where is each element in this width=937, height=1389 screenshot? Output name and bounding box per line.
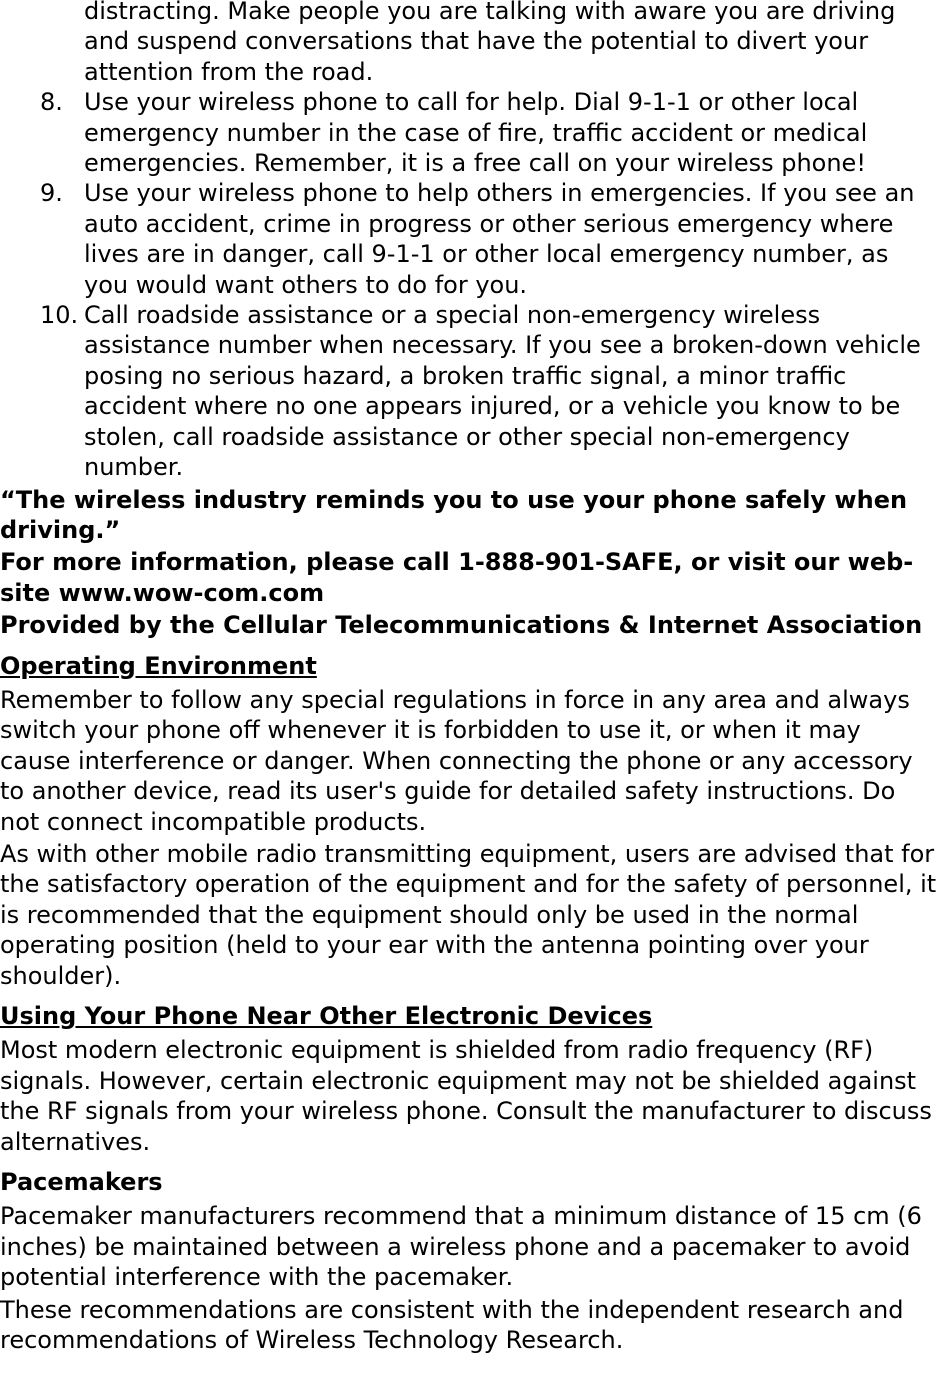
operating-environment-paragraph: As with other mobile radio transmitting equipment, users are advised that for the satisfactory operation of the equipment and for the safety of personnel, it is recommended that the equipment should only be used in the normal operating position (held to your ear with the antenna pointing over your shoulder).: [0, 839, 937, 990]
electronic-devices-paragraph: Most modern electronic equipment is shielded from radio frequency (RF) signals. However, certain electronic equipment may not be shielded against the RF signals from your wireless phone. Consult the manufacturer to discuss alternatives.: [0, 1036, 932, 1156]
more-info-notice: For more information, please call 1-888-901-SAFE, or visit our web-site www.wow-com.com: [0, 548, 914, 607]
operating-environment-paragraph: Remember to follow any special regulations in force in any area and always switch your phone off whenever it is forbidden to use it, or when it may cause interference or danger. When connecting the phone or any accessory to another device, read its user's guide for detailed safety instructions. Do not connect incompatible products.: [0, 685, 913, 836]
pacemakers-paragraph: Pacemaker manufacturers recommend that a minimum distance of 15 cm (6 inches) be maintained between a wireless phone and a pacemaker to avoid potential interference with the pacemaker.: [0, 1202, 922, 1292]
pacemakers-heading: Pacemakers: [0, 1168, 163, 1197]
list-item-7-continuation: distracting. Make people you are talking with aware you are driving and suspend conversations that have the potential to divert your attention from the road.: [84, 0, 896, 86]
electronic-devices-heading: Using Your Phone Near Other Electronic Devices: [0, 1002, 653, 1030]
list-item-8: [0, 87, 937, 178]
list-item-10: [0, 300, 937, 482]
list-number: 8.: [40, 88, 63, 117]
pacemakers-paragraph: These recommendations are consistent with the independent research and recommendations of Wireless Technology Research.: [0, 1295, 904, 1355]
list-number: 9.: [40, 179, 63, 208]
list-item-text: Use your wireless phone to help others in emergencies. If you see an auto accident, crime in progress or other serious emergency where lives are in danger, call 9-1-1 or other local emergency number, as you would want others to do for you.: [84, 179, 915, 299]
provided-by-notice: Provided by the Cellular Telecommunications & Internet Association: [0, 611, 923, 640]
list-number: 10.: [40, 301, 79, 330]
industry-reminder: “The wireless industry reminds you to use your phone safely when driving.”: [0, 485, 908, 544]
operating-environment-heading: Operating Environment: [0, 651, 317, 680]
list-item-text: Call roadside assistance or a special non-emergency wireless assistance number when necessary. If you see a broken-down vehicle posing no serious hazard, a broken traffic signal, a minor traffic accident where no one appears injured, or a vehicle you know to be stolen, call roadside assistance or other special non-emergency number.: [84, 301, 921, 482]
list-item-text: Use your wireless phone to call for help. Dial 9-1-1 or other local emergency number in the case of fire, traffic accident or medical emergencies. Remember, it is a free call on your wireless phone!: [84, 88, 868, 178]
list-item-9: [0, 178, 937, 300]
